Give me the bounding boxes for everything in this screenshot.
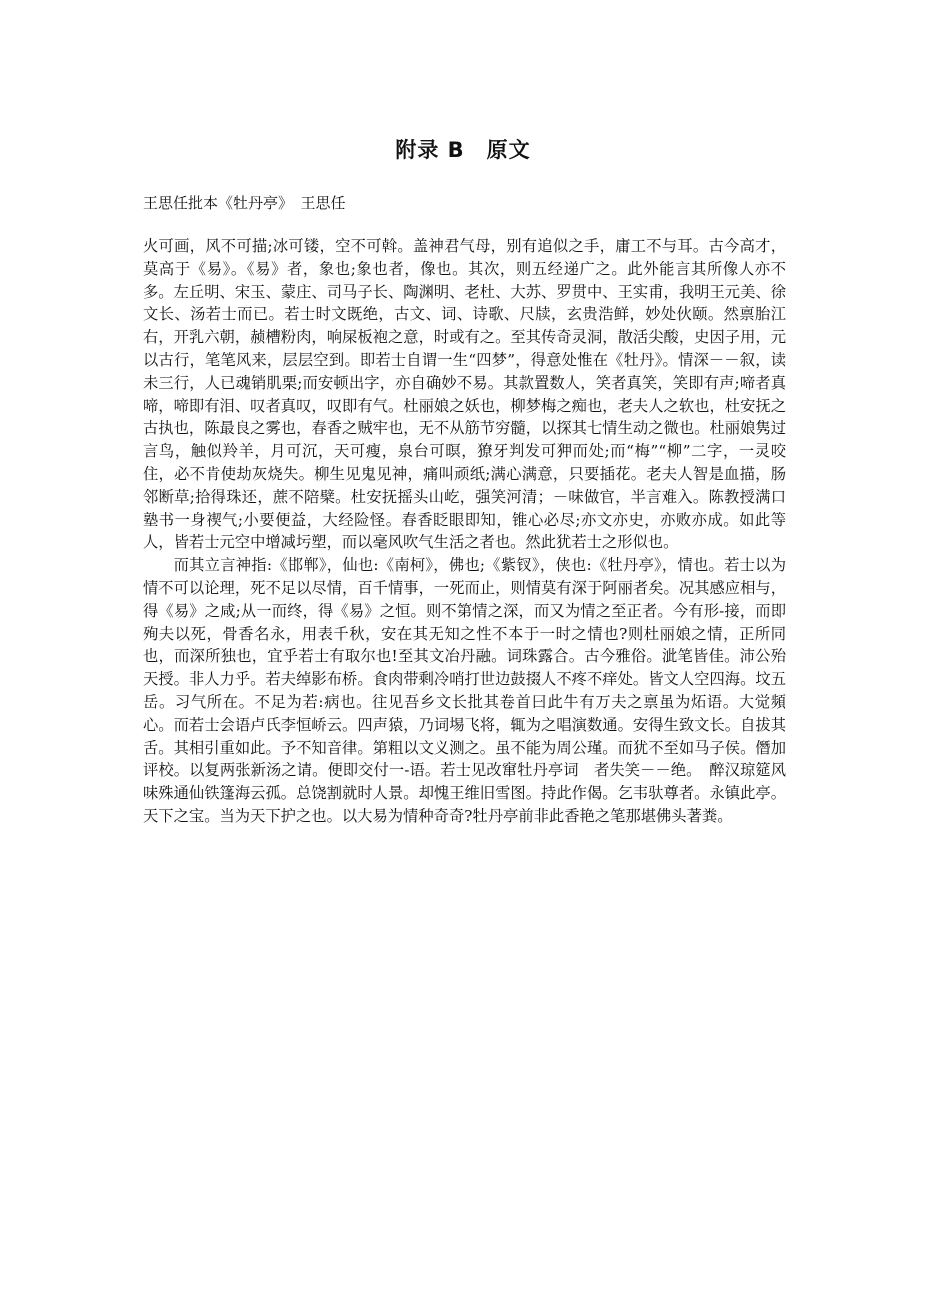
- body-text: [143, 235, 786, 828]
- appendix-title: 附录 B 原文: [395, 138, 531, 162]
- paragraph-2: 而其立言神指:《邯郸》，仙也:《南柯》，佛也;《紫钗》，侠也:《牡丹亭》，情也。若士以为情不可以论理，死不足以尽情，百千情事，一死而止，则情莫有深于阿丽者矣。况其感应相与，得《易》之咸;从一而终，得《易》之恒。则不第情之深，而又为情之至正者。今有形-接，而即殉夫以死，骨香名永，用表千秋，安在其无知之性不本于一时之情也?则杜丽娘之情，正所同也，而深所独也，宜乎若士有取尔也!至其文冶丹融。词珠露合。古今雅俗。泚笔皆佳。沛公殆天授。非人力乎。若夫绰影布桥。食肉带剩冷哨打世边鼓掇人不疼不痒处。皆文人空四海。坟五岳。习气所在。不足为若:病也。往见吾乡文长批其卷首曰此牛有万夫之禀虽为炻语。大觉頻心。而若士会语卢氏李恒峤云。四声猿，乃词埸飞将，辄为之唱演数通。安得生致文长。自拔其舌。其相引重如此。予不知音律。第粗以文义测之。虽不能为周公瑾。而犹不至如马子侯。僭加评校。以复两张新汤之请。便即交付一-语。若士见改窜牡丹亭词 者失笑－－绝。 醉汉琼筵风味殊通仙铁篷海云孤。总饶割就时人景。却愧王维旧雪图。持此作偈。乞韦驮尊者。永镇此亭。天下之宝。当为天下护之也。以大易为情种奇奇?牡丹亭前非此香艳之笔那堪佛头著粪。: [143, 556, 786, 825]
- source-byline: 王思任批本《牡丹亭》 王思任: [143, 194, 346, 212]
- paragraph-1: 火可画，风不可描;冰可镂，空不可斡。盖神君气母，别有追似之手，庸工不与耳。古今高才，莫高于《易》。《易》者，象也;象也者，像也。其次，则五经递广之。此外能言其所像人亦不多。左丘明、宋玉、蒙庄、司马子长、陶渊明、老杜、大苏、罗贯中、王实甫，我明王元美、徐文长、汤若士而已。若士时文既绝，古文、词、诗歌、尺牍，玄贵浩鲜，妙处伙颐。然禀胎江右，开乳六朝，赪槽粉肉，响屎板袍之意，时或有之。至其传奇灵洞，散活尖酸，史因子用，元以古行，笔笔风来，层层空到。即若士自谓一生“四梦”，得意处惟在《牡丹》。情深－－叙，读未三行，人已魂销肌栗;而安顿出字，亦自确妙不易。其款置数人，笑者真笑，笑即有声;啼者真啼，啼即有泪、叹者真叹，叹即有气。杜丽娘之妖也，柳梦梅之痴也，老夫人之软也，杜安抚之古执也，陈最良之雾也，春香之贼牢也，无不从筋节穷髓，以探其七情生动之微也。杜丽娘隽过言鸟，触似羚羊，月可沉，天可瘦，泉台可暝，獠牙判发可狎而处;而“梅”“柳”二字，一灵咬住，必不肯使劫灰烧失。柳生见鬼见神，痛叫顽纸;满心满意，只要插花。老夫人智是血描，肠邻断草;拾得珠还，蔗不陪檗。杜安抚摇头山屹，强笑河清；－味做官，半言难入。陈教授满口塾书一身禊气;小要便益，大经险怪。春香眨眼即知，锥心必尽;亦文亦史，亦败亦成。如此等人，皆若士元空中增减圬塑，而以毫风吹气生活之者也。然此犹若士之形似也。: [143, 237, 786, 552]
